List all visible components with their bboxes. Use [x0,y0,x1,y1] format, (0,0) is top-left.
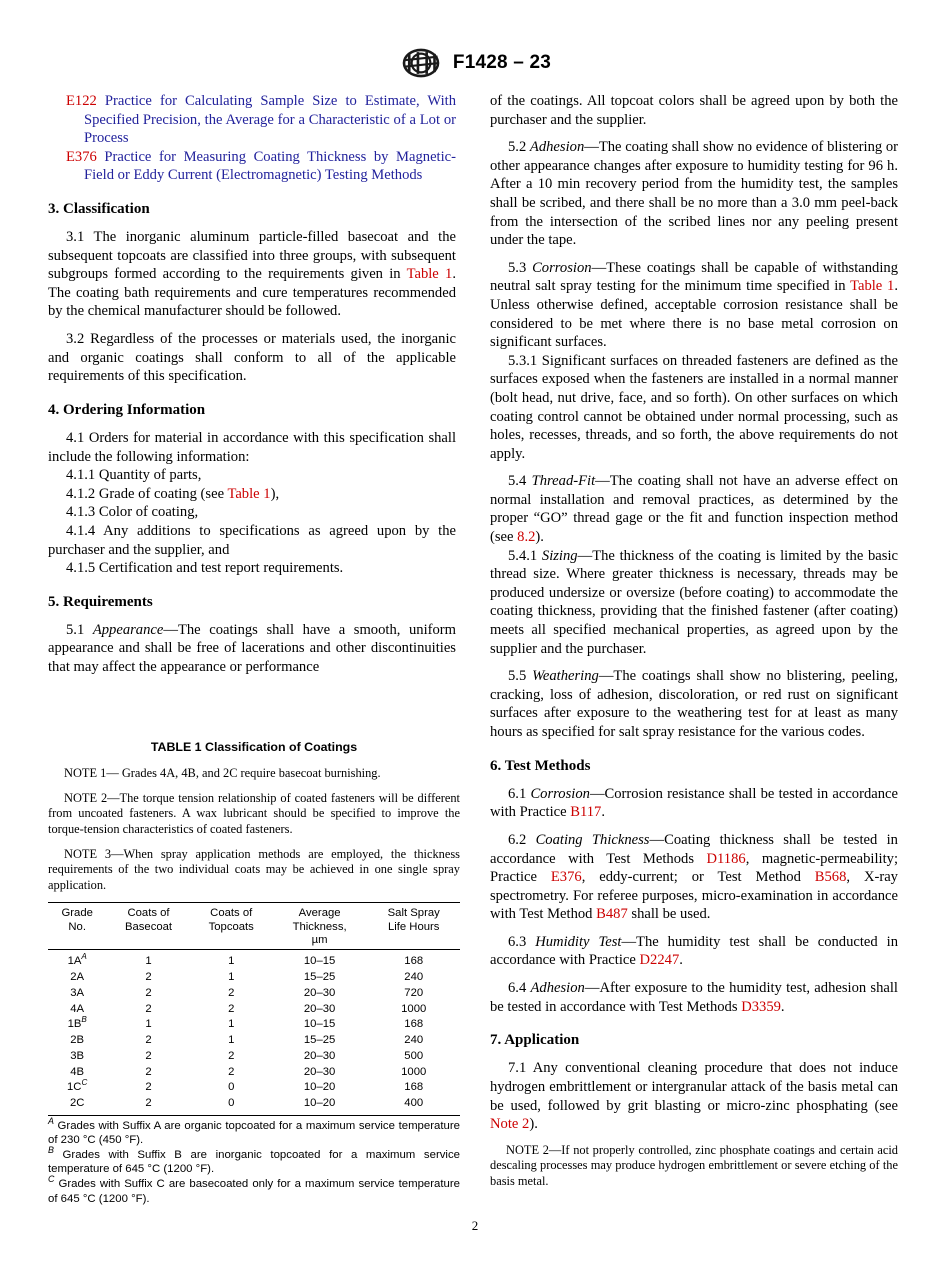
grade-value: 1B [67,1018,82,1031]
paragraph-label: 4.1.4 [66,522,96,539]
cell-salt-spray: 1000 [401,1002,427,1015]
reference-designation[interactable]: E376 [66,148,97,165]
paragraph-text-cont: . [780,998,785,1015]
paragraph-3-1 [48,228,456,321]
right-column [490,92,898,1190]
table-row [48,950,460,970]
paragraph-5-5 [490,667,898,741]
paragraph-6-1 [490,785,898,822]
column-header-coats-basecoat [106,903,190,950]
paragraph-label: 5.5 [508,668,527,685]
table-footnote-a [48,1115,460,1148]
cell-basecoat: 2 [145,971,152,984]
cell-salt-spray: 720 [404,986,424,999]
table-reference-link[interactable]: Table 1 [850,278,895,295]
footnote-text: Grades with Suffix A are organic topcoated for a maximum service temperature of 230 °C (450 °F). [48,1119,460,1147]
footnote-marker: B [48,1145,54,1155]
paragraph-5-3 [490,259,898,352]
section-title: Test Methods [504,757,591,774]
paragraph-label: 4.1 [66,429,85,446]
grade-value: 2B [70,1034,85,1047]
cell-grade [48,1001,106,1017]
cell-thickness: 20–30 [303,986,336,999]
paragraph-text-cont: . [601,804,605,821]
paragraph-text-cont: ). [529,1116,538,1133]
cell-basecoat: 2 [145,1049,152,1062]
section-heading-application [490,1031,898,1050]
reference-designation[interactable]: E122 [66,93,97,109]
paragraph-term: Adhesion [529,139,585,156]
paragraph-text: —The coating shall not have an adverse effect on normal installation and removal practices, as determined by the proper “GO” thread gage or the fit and function inspection method (see [490,473,898,546]
footnote-text: Grades with Suffix B are inorganic topcoated for a maximum service temperature of 645 °C (1200 °F). [48,1148,460,1176]
cell-basecoat: 2 [145,1002,152,1015]
section-heading-requirements [48,593,456,612]
section-number: 4. [48,401,60,418]
cell-thickness: 20–30 [303,1002,336,1015]
paragraph-text: Significant surfaces on threaded fasteners are defined as the surfaces exposed when the fasteners are installed in a normal manner (bolt head, nut drive, face, and so forth). On other surfaces on which coating control cannot be obtained under normal processing, such as holes, recesses, threads, and so forth, the above requirements do not apply. [490,352,898,462]
note-label: NOTE 2 [506,1142,549,1157]
table-row [48,986,460,1002]
cell-thickness: 10–20 [303,1096,336,1109]
paragraph-text: —The coatings shall have a smooth, uniform appearance and shall be free of lacerations and other discontinuities that may affect the appearance or performance [48,621,456,676]
table-1-block [48,740,460,1206]
section-number: 7. [490,1032,502,1049]
paragraph-text: —After exposure to the humidity test, adhesion shall be tested in accordance with Test Methods [490,980,898,1015]
footnote-marker: A [81,952,87,962]
astm-logo-icon [399,46,443,80]
cell-salt-spray: 1000 [401,1065,427,1078]
cell-topcoats: 1 [228,971,235,984]
cell-topcoats: 1 [228,955,235,968]
paragraph-5-1 [48,621,456,677]
column-header-grade [48,903,106,950]
paragraph-label: 6.1 [508,785,527,802]
paragraph-text: —The coating shall show no evidence of blistering or other appearance changes after exposure to humidity testing for 96 h. After a 10 min recovery period from the humidity test, the samples shall be scribed, and there shall be no more than a 3.0 mm peel-back from the intersection of the scribed lines nor any peeling present under the tape. [490,139,899,249]
footnote-marker: A [48,1115,54,1126]
paragraph-text: —Coating thickness shall be tested in accordance with Test Methods [490,831,898,867]
standard-reference-link[interactable]: D2247 [639,952,680,969]
paragraph-label: 4.1.1 [66,467,96,484]
header-line-2: Thickness, [292,920,347,933]
cell-topcoats: 0 [228,1096,235,1109]
paragraph-term: Coating Thickness [535,831,650,848]
paragraph-4-1-4 [48,522,456,559]
note-text: If not properly controlled, zinc phosphate coatings and certain acid descaling processes may produce hydrogen embrittlement or severe etching of the basis metal. [490,1142,898,1188]
footnote-marker: C [48,1174,55,1185]
grade-value: 3A [70,986,85,999]
paragraph-text: The inorganic aluminum particle-filled basecoat and the subsequent topcoats are classified into three groups, with subsequent subgroups formed according to the requirements given in [48,229,457,283]
paragraph-term: Corrosion [532,259,592,276]
paragraph-text: Quantity of parts, [98,467,202,484]
paragraph-text: Regardless of the processes or materials used, the inorganic and organic coatings shall conform to all of the applicable requirements of this specification. [48,331,456,385]
standard-reference-link[interactable]: B487 [596,906,628,923]
paragraph-label: 5.3.1 [508,352,538,369]
table-note-2 [48,791,460,838]
cell-thickness: 15–25 [303,971,336,984]
grade-value: 3B [70,1049,85,1062]
paragraph-4-1-1 [48,466,456,485]
footnote-marker: C [81,1078,88,1088]
paragraph-4-1-2 [48,485,456,504]
paragraph-label: 4.1.3 [66,504,96,521]
paragraph-term: Humidity Test [535,933,622,950]
referenced-document[interactable] [48,92,456,148]
table-header-row [48,903,460,950]
cell-topcoats: 1 [228,1018,235,1031]
table-note-1 [48,766,460,782]
cell-salt-spray: 168 [404,1018,424,1031]
paragraph-5-2 [490,138,898,250]
cell-topcoats: 2 [228,1002,235,1015]
paragraph-text-cont: . [679,952,683,969]
table-row [48,1064,460,1080]
column-header-coats-topcoats [191,903,272,950]
paragraph-6-2 [490,831,898,924]
table-header [48,903,460,950]
cell-topcoats: 2 [228,986,235,999]
page-header [0,46,950,80]
table-row [48,1096,460,1112]
paragraph-5-3-1 [490,352,898,464]
note-text: The torque tension relationship of coated fasteners will be different from uncoated fasteners. A wax lubricant should be specified to improve the torque-tension characteristics of coated fasteners. [48,790,460,836]
footnote-text: Grades with Suffix C are basecoated only for a maximum service temperature of 645 °C (1200 °F). [48,1177,460,1205]
header-line-2: Topcoats [208,920,254,933]
table-reference-link[interactable]: Table 1 [406,266,453,283]
header-line-1: Salt Spray [387,907,440,920]
header-line-2: No. [68,920,86,933]
grade-value: 4A [70,1002,85,1015]
cell-thickness: 10–15 [303,955,336,968]
cell-basecoat: 2 [145,1065,152,1078]
paragraph-term: Adhesion [530,980,585,997]
cell-grade [48,970,106,986]
paragraph-continuation: of the coatings. All topcoat colors shall be agreed upon by both the purchaser and the supplier. [490,93,898,128]
paragraph-term: Corrosion [530,785,590,802]
grade-value: 2C [69,1096,85,1109]
table-row [48,1017,460,1033]
cell-grade [48,986,106,1002]
column-header-salt-spray [367,903,460,950]
section-heading-test-methods [490,757,898,776]
column-header-average-thickness [272,903,368,950]
paragraph-text: Certification and test report requirements. [98,560,344,577]
cell-grade [48,1064,106,1080]
paragraph-label: 5.4.1 [508,547,538,564]
page-number: 2 [471,1218,479,1233]
paragraph-label: 4.1.2 [66,485,96,502]
paragraph-text: Color of coating, [98,504,199,521]
cell-topcoats: 1 [228,1034,235,1047]
note-label: NOTE 3 [64,846,112,861]
paragraph-label: 5.4 [508,473,527,490]
paragraph-5-4 [490,472,898,546]
paragraph-text: —The thickness of the coating is limited by the basic thread size. Where greater thickness is necessary, threads may be produced undersize or oversize (before coating) to accommodate the coating thickness, providing that the finished fastener (after coating) meets all specified mechanical properties, as agreed upon by the supplier and the purchaser. [490,547,899,657]
standard-reference-link[interactable]: E376 [550,869,582,886]
paragraph-text: —These coatings shall be capable of withstanding neutral salt spray testing for the minimum time specified in [490,259,898,295]
paragraph-text: Any additions to specifications as agreed upon by the purchaser and the supplier, and [48,522,457,558]
paragraph-term: Sizing [541,547,578,564]
paragraph-6-3 [490,933,898,970]
cell-thickness: 10–20 [303,1081,336,1094]
paragraph-3-2 [48,330,456,386]
paragraph-label: 5.3 [508,259,527,276]
paragraph-text-mid-1: , magnetic-permeability; Practice [490,850,898,886]
paragraph-7-1 [490,1059,898,1133]
paragraph-4-1 [48,429,456,466]
cell-salt-spray: 500 [404,1049,424,1062]
standard-reference-link[interactable]: B117 [570,804,602,821]
note-text: When spray application methods are employed, the thickness requirements of the two individual coats may be achieved in one single spray application. [48,846,461,892]
note-dash: — [111,846,124,861]
standard-reference-link[interactable]: D1186 [706,850,746,867]
paragraph-text-mid-3: , X-ray spectrometry. For referee purposes, micro-examination in accordance with Test Method [490,869,898,923]
paragraph-label: 6.3 [508,933,527,950]
paragraph-text-cont: . Unless otherwise defined, acceptable corrosion resistance shall be considered to be met where there is no base metal corrosion on significant surfaces. [490,278,898,351]
grade-value: 1C [67,1081,82,1094]
paragraph-text: Orders for material in accordance with this specification shall include the following information: [48,429,457,465]
note-dash: — [106,766,122,780]
cell-basecoat: 2 [145,1096,152,1109]
paragraph-label: 5.1 [66,621,85,638]
table-title: TABLE 1 Classification of Coatings [150,740,358,754]
paragraph-text: Grade of coating (see [98,485,228,502]
standard-reference-link[interactable]: B568 [814,869,847,886]
cell-grade [48,1017,106,1033]
table-reference-link[interactable]: Table 1 [227,485,271,502]
table-row [48,1033,460,1049]
paragraph-text-cont: ). [535,529,544,546]
table-footnotes [48,1115,460,1207]
cell-salt-spray: 240 [404,971,424,984]
cell-grade [48,1080,106,1096]
section-heading-classification [48,200,456,219]
note-reference-link[interactable]: Note 2 [490,1116,530,1133]
paragraph-term: Thread-Fit [531,473,596,490]
paragraph-text-mid-2: , eddy-current; or Test Method [581,869,815,886]
paragraph-term: Appearance [92,621,164,638]
reference-title: Practice for Calculating Sample Size to Estimate, With Specified Precision, the Average for a Characteristic of a Lot or Process [84,93,456,147]
cell-thickness: 10–15 [303,1018,336,1031]
table-row [48,1080,460,1096]
table-footnote-b [48,1145,460,1177]
paragraph-term: Weathering [532,668,599,685]
grade-value: 4B [70,1065,85,1078]
table-note-3 [48,847,460,894]
note-dash: — [548,1142,562,1157]
table-row [48,1001,460,1017]
paragraph-label: 6.2 [508,831,527,848]
cell-salt-spray: 240 [404,1034,424,1047]
paragraph-4-1-3 [48,503,456,522]
paragraph-label: 4.1.5 [66,560,96,577]
footnote-marker: B [81,1015,87,1025]
header-line-2: Basecoat [124,920,173,933]
section-heading-ordering-information [48,401,456,420]
header-line-1: Coats of [210,907,253,920]
section-number: 6. [490,757,502,774]
cell-salt-spray: 400 [404,1096,424,1109]
standard-reference-link[interactable]: D3359 [741,998,781,1015]
bottom-note-2 [490,1143,898,1190]
cell-basecoat: 1 [145,955,152,968]
section-number: 5. [48,593,60,610]
paragraph-text-cont: . The coating bath requirements and cure temperatures recommended by the chemical manufacturer should be followed. [48,266,456,320]
section-number: 3. [48,200,60,217]
section-title: Ordering Information [63,401,206,418]
paragraph-label: 7.1 [508,1060,527,1077]
paragraph-4-1-5 [48,559,456,578]
cell-thickness: 20–30 [303,1049,336,1062]
left-column [48,92,456,677]
paragraph-text: Any conventional cleaning procedure that does not induce hydrogen embrittlement or intergranular attack of the basis metal can be used, followed by grit blasting or micro-zinc phosphating (see [490,1060,899,1114]
classification-table [48,902,460,1111]
header-line-2: Life Hours [387,920,440,933]
cell-salt-spray: 168 [404,955,424,968]
cell-thickness: 20–30 [303,1065,336,1078]
paragraph-text: —The humidity test shall be conducted in accordance with Practice [490,933,899,969]
referenced-document[interactable] [48,148,456,185]
table-footnote-c [48,1174,460,1206]
note-label: NOTE 1 [64,766,107,780]
cell-grade [48,1096,106,1112]
cell-basecoat: 1 [145,1018,152,1031]
header-line-1: Average [298,907,341,920]
header-line-3: µm [311,934,328,947]
header-line-1: Coats of [127,907,170,920]
paragraph-text-cont: shall be used. [627,906,711,923]
grade-value: 1A [67,955,82,968]
note-label: NOTE 2 [64,790,108,805]
section-title: Requirements [63,593,153,610]
header-line-1: Grade [61,907,93,920]
table-row [48,1049,460,1065]
paragraph-label: 3.2 [66,331,85,348]
paragraph-text: —Corrosion resistance shall be tested in accordance with Practice [490,785,898,821]
reference-title: Practice for Measuring Coating Thickness by Magnetic-Field or Eddy Current (Electromagnetic) Testing Methods [84,148,456,184]
note-text: Grades 4A, 4B, and 2C require basecoat burnishing. [121,766,381,780]
table-bottom-rule [48,1115,460,1116]
cell-grade [48,1033,106,1049]
cell-thickness: 15–25 [303,1034,336,1047]
cell-topcoats: 2 [228,1065,235,1078]
table-body [48,950,460,1112]
paragraph-label: 5.2 [508,139,527,156]
section-reference-link[interactable]: 8.2 [517,529,536,546]
section-title: Classification [63,200,150,217]
cell-topcoats: 0 [228,1081,235,1094]
paragraph-5-4-1 [490,547,898,659]
cell-basecoat: 2 [145,986,152,999]
cell-salt-spray: 168 [404,1081,424,1094]
section-title: Application [504,1032,580,1049]
paragraph-label: 3.1 [66,229,85,246]
standard-designation: F1428 – 23 [452,52,552,73]
cell-basecoat: 2 [145,1034,152,1047]
cell-grade [48,1049,106,1065]
grade-value: 2A [70,971,85,984]
cell-grade [48,950,106,970]
paragraph-6-4 [490,979,898,1016]
paragraph-text: —The coatings shall show no blistering, peeling, cracking, loss of adhesion, discoloration, or red rust on significant surfaces after exposure to the weathering test for at least as many hours as specified for salt spray resistance for the various codes. [490,668,898,740]
cell-topcoats: 2 [228,1049,235,1062]
paragraph-label: 6.4 [508,980,527,997]
cell-basecoat: 2 [145,1081,152,1094]
table-row [48,970,460,986]
paragraph-text-cont: ), [270,485,280,502]
note-dash: — [107,790,120,805]
